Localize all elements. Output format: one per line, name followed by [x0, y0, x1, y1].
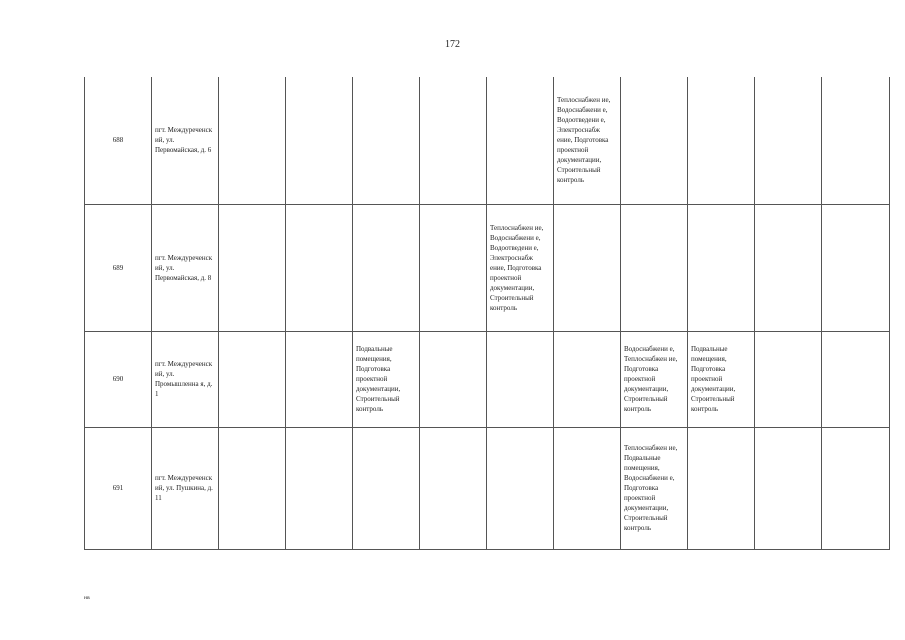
work-cell: [755, 77, 822, 204]
table-body: [85, 77, 890, 549]
work-cell: [688, 331, 755, 427]
work-cell: [688, 77, 755, 204]
address-cell: [152, 77, 219, 204]
work-cell: [621, 331, 688, 427]
work-cell: [621, 427, 688, 549]
address-cell: [152, 331, 219, 427]
address-text: пгт. Междуреченск ий, ул. Промышленна я, д. 1: [155, 360, 213, 398]
page-number: 172: [445, 39, 460, 50]
work-cell: [353, 204, 420, 331]
work-cell: [554, 77, 621, 204]
work-cell: [286, 331, 353, 427]
work-cell: [353, 77, 420, 204]
work-cell: [621, 77, 688, 204]
work-cell: [219, 427, 286, 549]
table-row: [85, 77, 890, 204]
work-cell: [286, 427, 353, 549]
work-text: Подвальные помещения, Подготовка проектной документации, Строительный контроль: [691, 345, 736, 413]
work-text: Теплоснабжен ие, Подвальные помещения, Водоснабжени е, Подготовка проектной документации, Строительный контроль: [624, 444, 678, 532]
work-cell: [353, 427, 420, 549]
work-cell: [688, 427, 755, 549]
work-cell: [755, 204, 822, 331]
work-cell: [219, 204, 286, 331]
work-cell: [755, 331, 822, 427]
work-cell: [420, 204, 487, 331]
address-text: пгт. Междуреченск ий, ул. Первомайская, д. 6: [155, 126, 213, 155]
work-cell: [688, 204, 755, 331]
work-cell: [487, 331, 554, 427]
work-cell: [219, 77, 286, 204]
work-cell: [822, 204, 890, 331]
table-row: [85, 204, 890, 331]
work-text: Теплоснабжен ие, Водоснабжени е, Водоотведени е, Электроснабж ение, Подготовка проектной документации, Строительный контроль: [557, 96, 611, 185]
work-cell: [420, 77, 487, 204]
work-cell: [353, 331, 420, 427]
work-cell: [822, 427, 890, 549]
address-text: пгт. Междуреченск ий, ул. Первомайская, д. 8: [155, 253, 213, 282]
works-table: [84, 77, 890, 550]
work-cell: [554, 427, 621, 549]
work-cell: [487, 204, 554, 331]
row-number-cell: 689: [85, 204, 152, 331]
work-cell: [621, 204, 688, 331]
table-row: [85, 427, 890, 549]
work-cell: [420, 427, 487, 549]
work-cell: [286, 77, 353, 204]
footer-mark: нв: [84, 595, 90, 601]
work-cell: [822, 331, 890, 427]
table-row: [85, 331, 890, 427]
work-cell: [286, 204, 353, 331]
work-cell: [487, 77, 554, 204]
work-cell: [219, 331, 286, 427]
work-cell: [420, 331, 487, 427]
row-number-cell: 691: [85, 427, 152, 549]
row-number-cell: 690: [85, 331, 152, 427]
work-text: Теплоснабжен ие, Водоснабжени е, Водоотведени е, Электроснабж ение, Подготовка проектной документации, Строительный контроль: [490, 223, 544, 312]
work-cell: [822, 77, 890, 204]
work-cell: [554, 204, 621, 331]
work-text: Водоснабжени е, Теплоснабжен ие, Подготовка проектной документации, Строительный контроль: [624, 345, 678, 413]
address-cell: [152, 204, 219, 331]
address-cell: [152, 427, 219, 549]
row-number-cell: 688: [85, 77, 152, 204]
work-text: Подвальные помещения, Подготовка проектной документации, Строительный контроль: [356, 345, 401, 413]
address-text: пгт. Междуреченск ий, ул. Пушкина, д. 11: [155, 474, 213, 502]
work-cell: [755, 427, 822, 549]
work-cell: [554, 331, 621, 427]
work-cell: [487, 427, 554, 549]
